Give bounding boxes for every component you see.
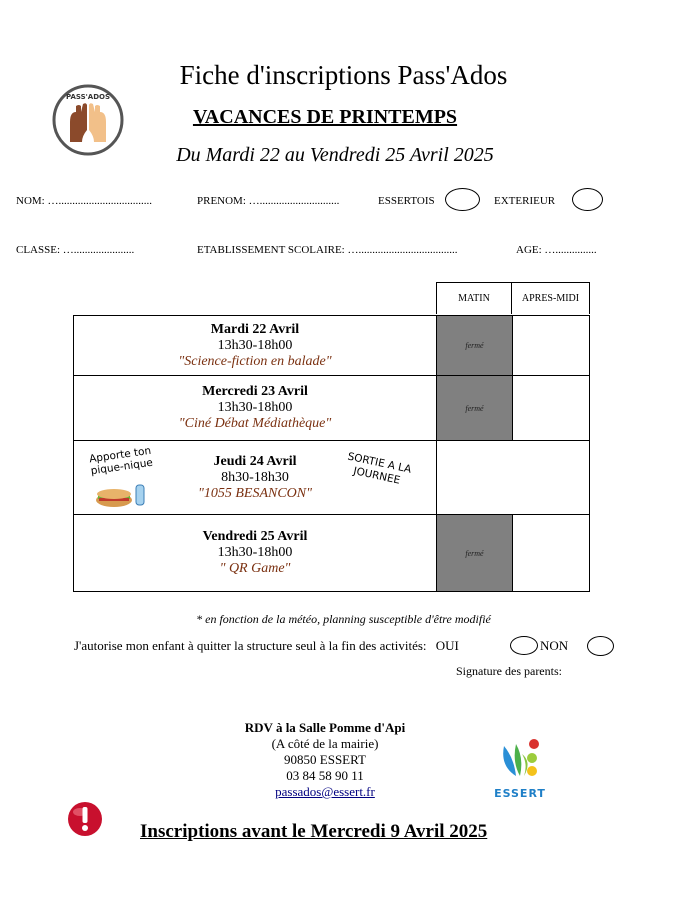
apres-midi-checkbox[interactable] [513, 316, 590, 376]
rdv-block [0, 720, 650, 800]
apres-midi-checkbox[interactable] [513, 515, 590, 592]
alert-icon [66, 800, 106, 840]
day-label: Vendredi 25 Avril [202, 529, 308, 544]
activity-cell [74, 441, 437, 515]
exterieur-checkbox[interactable] [572, 188, 603, 211]
activity-name: "1055 BESANCON" [197, 485, 313, 501]
essertois-checkbox[interactable] [445, 188, 480, 211]
schedule-header [436, 282, 590, 314]
nom-field[interactable]: NOM: ….................................. [16, 195, 152, 207]
activity-name: " QR Game" [219, 561, 291, 576]
schedule-table [73, 315, 590, 592]
classe-field[interactable]: CLASSE: …...................... [16, 244, 135, 256]
activity-name: "Ciné Débat Médiathèque" [178, 416, 332, 431]
apres-midi-checkbox[interactable] [513, 376, 590, 441]
time-label: 13h30-18h00 [217, 545, 293, 560]
weather-note: * en fonction de la météo, planning susceptible d'être modifié [196, 612, 491, 626]
day-label: Mercredi 23 Avril [202, 384, 308, 399]
day-trip-note: SORTIE A LA JOURNEE [346, 450, 413, 487]
prenom-field[interactable]: PRENOM: …............................. [197, 195, 340, 207]
day-label: Jeudi 24 Avril [213, 453, 297, 469]
non-label: NON [540, 638, 569, 653]
essertois-label: ESSERTOIS [378, 195, 435, 207]
apres-midi-header: APRES-MIDI [512, 282, 590, 314]
full-day-checkbox[interactable] [437, 441, 590, 515]
picnic-note: Apporte ton pique-nique [88, 444, 154, 478]
essert-logo [494, 736, 546, 798]
logo-text: PASS'ADOS [65, 93, 111, 101]
phone-number: 03 84 58 90 11 [286, 768, 364, 783]
essert-logo-text: ESSERT [494, 787, 546, 800]
authorization-label: J'autorise mon enfant à quitter la structure seul à la fin des activités: [74, 638, 427, 653]
activity-cell [74, 515, 437, 592]
page-title: Fiche d'inscriptions Pass'Ados [179, 60, 508, 90]
activity-name: "Science-fiction en balade" [178, 353, 332, 369]
matin-closed-cell: fermé [437, 316, 513, 376]
oui-label: OUI [435, 638, 459, 653]
postal-address: 90850 ESSERT [284, 752, 366, 767]
table-row [74, 316, 590, 376]
matin-header: MATIN [436, 282, 512, 314]
signature-label: Signature des parents: [456, 664, 562, 678]
activity-cell [74, 316, 437, 376]
etablissement-field[interactable]: ETABLISSEMENT SCOLAIRE: ….................................... [197, 244, 458, 256]
matin-closed-cell: fermé [437, 515, 513, 592]
sandwich-icon [94, 483, 150, 509]
table-row [74, 376, 590, 441]
time-label: 8h30-18h30 [221, 469, 289, 485]
authorization-text [74, 638, 459, 654]
exterieur-label: EXTERIEUR [494, 195, 556, 207]
rdv-title: RDV à la Salle Pomme d'Api [244, 720, 406, 735]
matin-closed-cell: fermé [437, 376, 513, 441]
registration-deadline: Inscriptions avant le Mercredi 9 Avril 2025 [140, 821, 488, 842]
table-row [74, 441, 590, 515]
non-checkbox[interactable] [587, 636, 614, 656]
age-field[interactable]: AGE: …............... [516, 244, 597, 256]
time-label: 13h30-18h00 [217, 400, 293, 415]
event-dates: Du Mardi 22 au Vendredi 25 Avril 2025 [176, 144, 494, 166]
oui-checkbox[interactable] [510, 636, 538, 655]
fruit-logo-icon [494, 736, 546, 782]
activity-cell [74, 376, 437, 441]
page-subtitle: VACANCES DE PRINTEMPS [192, 106, 458, 128]
email-link[interactable]: passados@essert.fr [275, 784, 375, 799]
rdv-detail: (A côté de la mairie) [271, 736, 379, 751]
time-label: 13h30-18h00 [217, 337, 293, 353]
day-label: Mardi 22 Avril [210, 321, 300, 337]
table-row [74, 515, 590, 592]
